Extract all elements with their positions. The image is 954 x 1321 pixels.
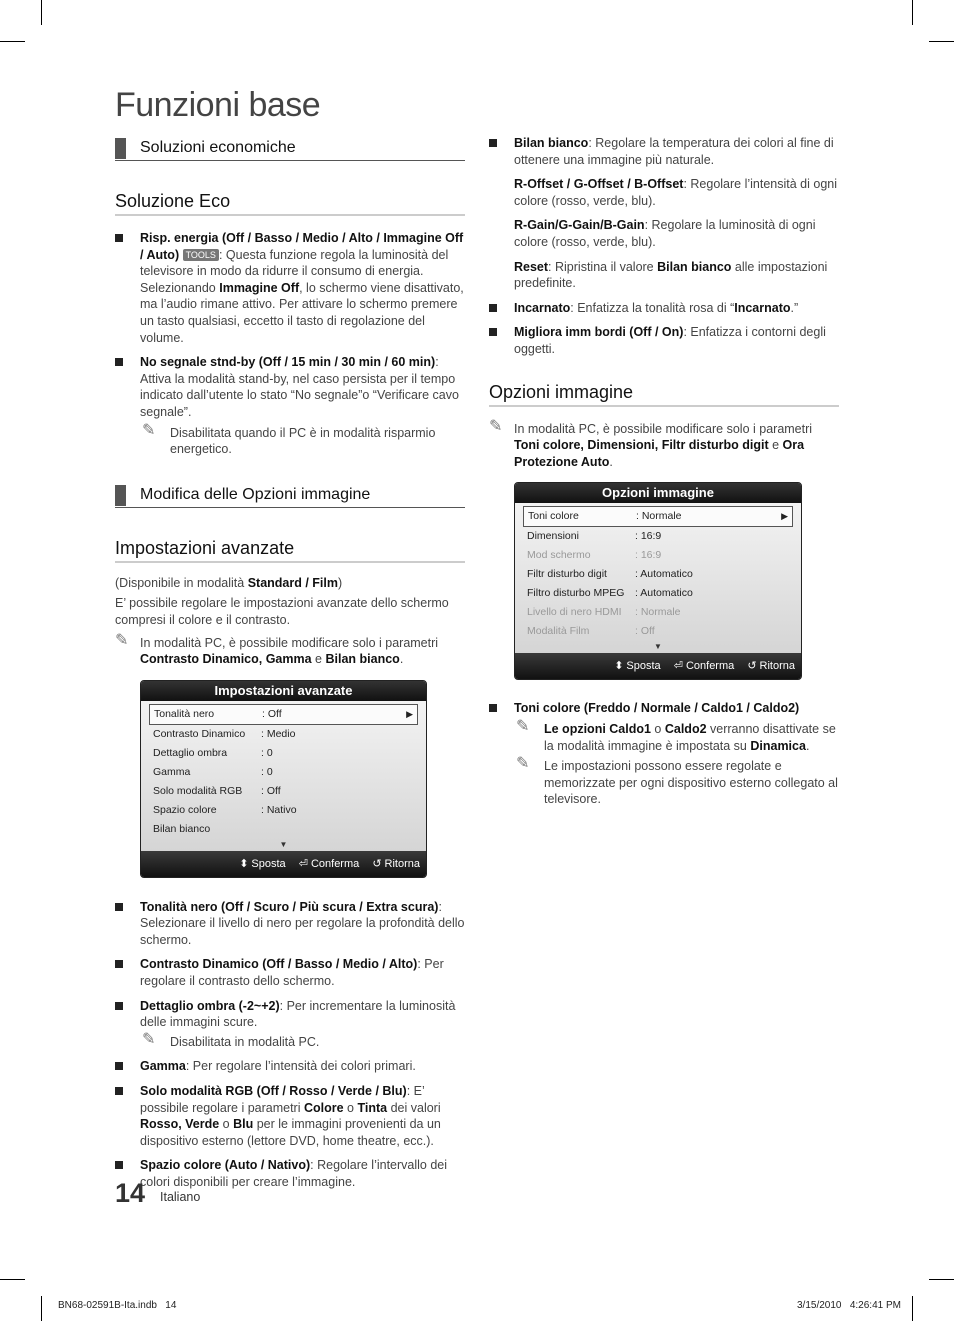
bullet-square-icon [115,1062,123,1070]
subsection-title-advanced: Impostazioni avanzate [115,538,465,563]
menu-row-digital-noise-filter[interactable]: Filtr disturbo digit : Automatico [527,568,693,581]
bullet-square-icon [489,704,497,712]
menu-title: Impostazioni avanzate [141,681,426,701]
menu-row-black-tone[interactable]: Tonalità nero : Off ▶ [149,704,418,725]
pencil-note-icon: ✎ [516,717,530,735]
menu-row-dynamic-contrast[interactable]: Contrasto Dinamico : Medio [153,727,296,740]
advanced-description: E’ possibile regolare le impostazioni avanzate dello schermo compresi il colore e il contrasto. [115,596,449,627]
arrow-right-icon: ▶ [406,708,413,719]
left-column [115,135,465,1199]
bullet-square-icon [115,903,123,911]
subsection-title-eco: Soluzione Eco [115,191,465,216]
para-offset: R-Offset / G-Offset / B-Offset: Regolare l’intensità di ogni colore (rosso, verde, blu). [514,177,838,208]
crop-mark [41,0,42,25]
crop-mark [0,1279,25,1280]
bullet-white-balance: Bilan bianco: Regolare la temperatura dei colori al fine di ottenere una immagine più naturale. [489,135,839,168]
menu-row-screen-mode: Mod schermo : 16:9 [527,549,662,562]
bullet-energy-saving: Risp. energia (Off / Basso / Medio / Alto / Immagine Off / Auto) TOOLS : Questa funzione regola la luminosità del televisore in modo da ridurre il consumo di energia. Selezionando Immagine Off, lo schermo viene disattivato, ma l’audio rimane attivo. Per attivare lo schermo premere un tasto qualsiasi, eccetto il tasto di regolazione del volume. [115,230,465,346]
menu-row-shadow-detail[interactable]: Dettaglio ombra : 0 [153,746,273,759]
return-icon: ↺ [747,660,757,673]
menu-row-size[interactable]: Dimensioni : 16:9 [527,530,662,543]
menu-row-rgb-only[interactable]: Solo modalità RGB : Off [153,784,281,797]
bullet-square-icon [115,358,123,366]
para-reset: Reset: Ripristina il valore Bilan bianco alle impostazioni predefinite. [514,259,828,291]
print-footer-date: 3/15/2010 4:26:41 PM [797,1300,901,1311]
print-footer-file: BN68-02591B-Ita.indb 14 [58,1300,177,1311]
pencil-note-icon: ✎ [489,417,503,435]
enter-icon: ⏎ [673,660,683,673]
enter-icon: ⏎ [298,857,308,870]
crop-mark [41,1296,42,1321]
crop-mark [912,1296,913,1321]
page-language: Italiano [160,1190,201,1204]
bullet-color-space: Spazio colore (Auto / Nativo): Regolare l’intervallo dei colori disponibili per creare l’immagine. [115,1157,465,1190]
bullet-square-icon [115,1087,123,1095]
bullet-no-signal-standby: No segnale stnd-by (Off / 15 min / 30 min / 60 min): Attiva la modalità stand-by, nel caso persista per il tempo indicato dall’utente lo stato “No segnale”o “Verificare cavo segnale”. [115,354,465,420]
crop-mark [912,0,913,25]
right-column [489,135,839,808]
section-header-picture-options: Modifica delle Opzioni immagine [115,482,465,508]
bullet-gamma: Gamma: Per regolare l’intensità dei colori primari. [115,1058,465,1075]
menu-body [141,701,426,851]
bullet-square-icon [115,1161,123,1169]
bullet-square-icon [115,234,123,242]
menu-row-color-space[interactable]: Spazio colore : Nativo [153,803,297,816]
arrow-right-icon: ▶ [781,511,788,522]
note-eco: ✎ Disabilitata quando il PC è in modalità risparmio energetico. [142,421,436,457]
move-icon: ⬍ [614,660,624,673]
note-color-tone-2: ✎ Le impostazioni possono essere regolate e memorizzate per ogni dispositivo esterno collegato al televisore. [516,755,838,807]
pencil-note-icon: ✎ [516,755,530,773]
menu-footer: ⬍ Sposta ⏎ Conferma ↺ Ritorna [141,851,426,877]
page-number: 14 [115,1178,146,1208]
menu-row-film-mode: Modalità Film : Off [527,625,655,638]
subsection-title-picture-options: Opzioni immagine [489,382,839,407]
bullet-square-icon [489,139,497,147]
crop-mark [929,1279,954,1280]
menu-title: Opzioni immagine [515,483,801,503]
menu-advanced-settings [140,680,427,878]
page-title: Funzioni base [115,86,321,124]
menu-picture-options [514,482,802,680]
bullet-rgb-only: Solo modalità RGB (Off / Rosso / Verde / Blu): E’ possibile regolare i parametri Colore o Tinta dei valori Rosso, Verde o Blu per le immagini provenienti da un dispositivo esterno (lettore DVD, home theatre, ecc.). [115,1083,465,1149]
menu-row-color-tone[interactable]: Toni colore : Normale ▶ [523,506,793,527]
bullet-square-icon [115,960,123,968]
menu-row-mpeg-noise-filter[interactable]: Filtro disturbo MPEG : Automatico [527,587,693,600]
bullet-square-icon [489,328,497,336]
bullet-square-icon [489,304,497,312]
note-shadow-detail: ✎ Disabilitata in modalità PC. [142,1030,320,1049]
bullet-edge-enhancement: Migliora imm bordi (Off / On): Enfatizza i contorni degli oggetti. [489,324,839,357]
menu-row-gamma[interactable]: Gamma : 0 [153,765,273,778]
return-icon: ↺ [372,857,382,870]
menu-footer: ⬍ Sposta ⏎ Conferma ↺ Ritorna [515,653,801,679]
crop-mark [929,41,954,42]
note-color-tone-1: ✎ Le opzioni Caldo1 o Caldo2 verranno disattivate se la modalità immagine è impostata su Dinamica. [516,717,836,753]
pencil-note-icon: ✎ [142,1030,156,1048]
bullet-square-icon [115,1002,123,1010]
note-advanced-pc: ✎ In modalità PC, è possibile modificare solo i parametri Contrasto Dinamico, Gamma e Bilan bianco. [115,631,439,667]
crop-mark [0,41,25,42]
note-picture-options-pc: ✎ In modalità PC, è possibile modificare solo i parametri Toni colore, Dimensioni, Filtr disturbo digit e Ora Protezione Auto. [489,417,813,469]
tools-icon: TOOLS [183,249,219,261]
pencil-note-icon: ✎ [115,631,129,649]
move-icon: ⬍ [239,857,249,870]
bullet-flesh-tone: Incarnato: Enfatizza la tonalità rosa di “Incarnato.” [489,300,839,317]
bullet-dynamic-contrast: Contrasto Dinamico (Off / Basso / Medio / Alto): Per regolare il contrasto dello schermo. [115,956,465,989]
menu-body [515,503,801,653]
bullet-black-tone: Tonalità nero (Off / Scuro / Più scura / Extra scura): Selezionare il livello di nero per regolare la profondità dello schermo. [115,899,465,949]
para-gain: R-Gain/G-Gain/B-Gain: Regolare la luminosità di ogni colore (rosso, verde, blu). [514,218,816,249]
menu-row-hdmi-black-level: Livello di nero HDMI : Normale [527,606,681,619]
menu-row-white-balance[interactable]: Bilan bianco [153,822,211,835]
advanced-availability: (Disponibile in modalità Standard / Film) [115,575,343,590]
scroll-down-icon[interactable]: ▼ [279,839,288,849]
section-header-eco: Soluzioni economiche [115,135,465,161]
bullet-shadow-detail: Dettaglio ombra (-2~+2): Per incrementare la luminosità delle immagini scure. [115,998,465,1031]
scroll-down-icon[interactable]: ▼ [654,642,662,652]
bullet-color-tone: Toni colore (Freddo / Normale / Caldo1 / Caldo2) [489,700,839,717]
pencil-note-icon: ✎ [142,421,156,439]
